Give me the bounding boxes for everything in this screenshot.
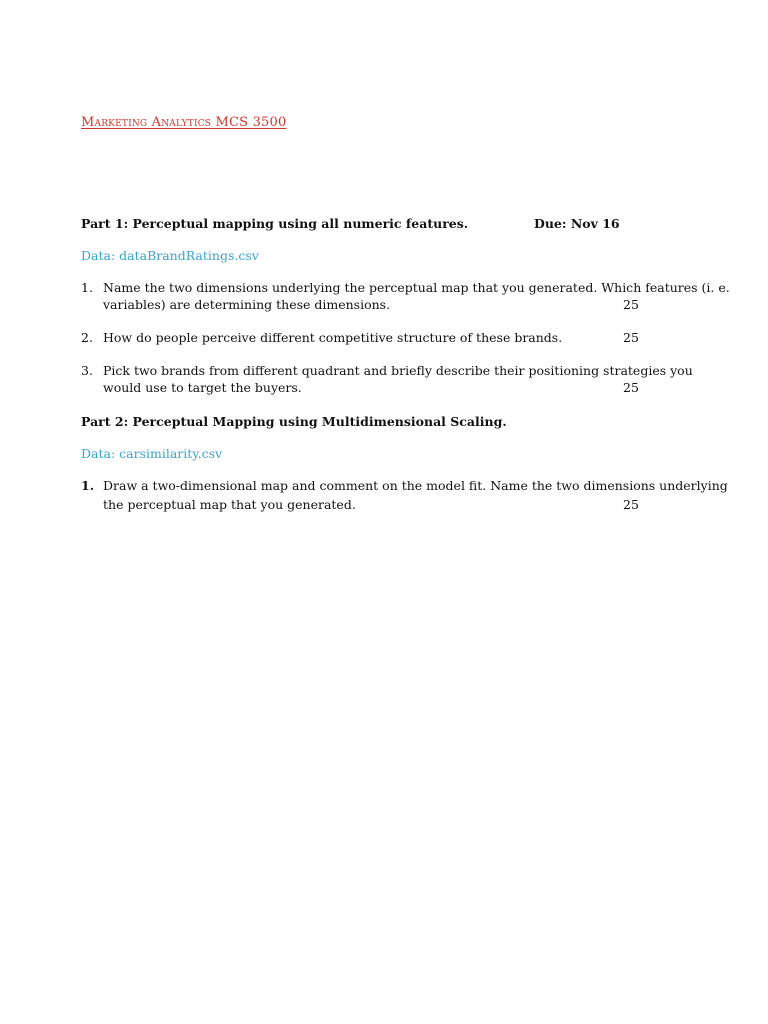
- course-title: [81, 115, 286, 130]
- part2-heading: Part 2: Perceptual Mapping using Multidimensional Scaling.: [81, 414, 507, 429]
- part1-q3-number: 3.: [81, 363, 93, 378]
- course-title-name: Marketing Analytics: [81, 115, 212, 130]
- part1-q1-line1: Name the two dimensions underlying the perceptual map that you generated. Which features (i. e.: [103, 280, 730, 295]
- part2-q1-line1: Draw a two-dimensional map and comment on the model fit. Name the two dimensions underlying: [103, 478, 728, 493]
- part1-q1-line2: variables) are determining these dimensions.: [103, 297, 391, 312]
- due-date: Due: Nov 16: [534, 216, 620, 231]
- part2-q1-line2: the perceptual map that you generated.: [103, 497, 356, 512]
- course-title-code: MCS 3500: [211, 115, 287, 130]
- part1-q3-line1: Pick two brands from different quadrant and briefly describe their positioning strategies you: [103, 363, 693, 378]
- part1-q1-points: 25: [623, 297, 639, 312]
- part2-data-file: Data: carsimilarity.csv: [81, 446, 223, 461]
- part2-q1-points: 25: [623, 497, 639, 512]
- part1-q3-points: 25: [623, 380, 639, 395]
- part1-q2-number: 2.: [81, 330, 93, 345]
- part1-q3-line2: would use to target the buyers.: [103, 380, 302, 395]
- part1-q2-line1: How do people perceive different competitive structure of these brands.: [103, 330, 563, 345]
- part1-heading: Part 1: Perceptual mapping using all numeric features.: [81, 216, 469, 231]
- part1-q1-number: 1.: [81, 280, 93, 295]
- part1-q2-points: 25: [623, 330, 639, 345]
- part2-q1-number: 1.: [81, 478, 95, 493]
- part1-data-file: Data: dataBrandRatings.csv: [81, 248, 259, 263]
